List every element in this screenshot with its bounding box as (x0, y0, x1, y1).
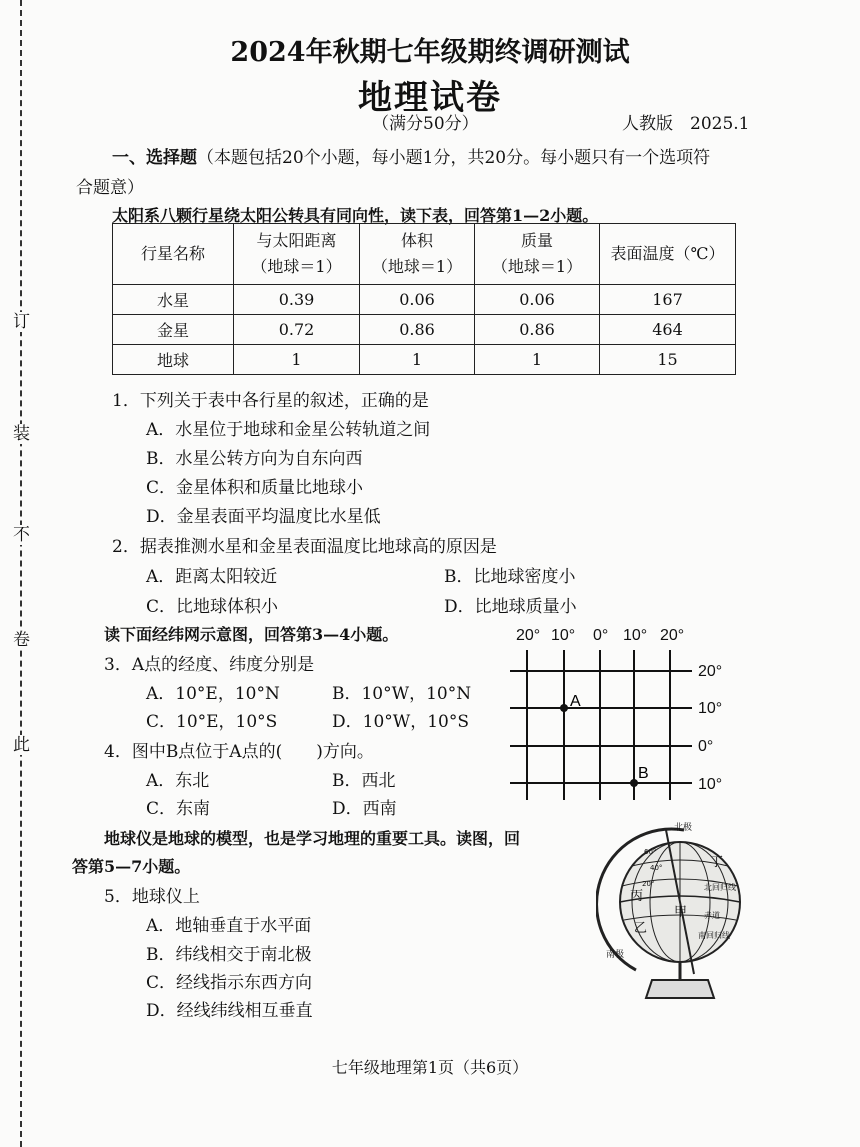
question-4-option-c[interactable]: C．东南 (146, 799, 211, 819)
table-header-cell: 与太阳距离 （地球＝1） (234, 224, 360, 285)
edition-date: 人教版 2025.1 (622, 114, 750, 134)
svg-text:南回归线: 南回归线 (698, 931, 730, 940)
question-4-option-d[interactable]: D．西南 (332, 799, 397, 819)
full-score: （满分50分） (372, 114, 479, 134)
margin-char: 不 (13, 525, 30, 545)
section-heading: 一、选择题 (112, 148, 197, 168)
grid-intro: 读下面经纬网示意图，回答第3—4小题。 (104, 625, 399, 644)
question-5-option-b[interactable]: B．纬线相交于南北极 (146, 945, 312, 965)
svg-text:60°: 60° (644, 848, 657, 856)
table-header-cell: 表面温度（℃） (600, 224, 736, 285)
question-5-option-c[interactable]: C．经线指示东西方向 (146, 973, 313, 993)
question-5-stem: 5．地球仪上 (104, 887, 200, 907)
globe-intro: 地球仪是地球的模型，也是学习地理的重要工具。读图，回 (104, 829, 521, 848)
section-description: （本题包括20个小题，每小题1分，共20分。每小题只有一个选项符 (197, 148, 711, 168)
question-3-option-d[interactable]: D．10°W，10°S (332, 712, 470, 732)
globe-intro-cont: 答第5—7小题。 (72, 857, 191, 876)
question-3-stem: 3．A点的经度、纬度分别是 (104, 655, 315, 675)
table-row (113, 345, 736, 375)
table-header-cell: 质量 （地球＝1） (475, 224, 600, 285)
question-4-stem: 4．图中B点位于A点的( )方向。 (104, 742, 374, 762)
table-cell: 水星 (113, 285, 234, 315)
lon-label: 10° (551, 627, 576, 644)
question-2-option-d[interactable]: D．比地球质量小 (444, 597, 577, 617)
table-cell: 1 (475, 345, 600, 375)
table-cell: 15 (600, 345, 736, 375)
table-cell: 464 (600, 315, 736, 345)
svg-text:南极: 南极 (606, 950, 625, 960)
svg-text:乙: 乙 (634, 921, 648, 936)
question-5-option-d[interactable]: D．经线纬线相互垂直 (146, 1001, 313, 1021)
question-2-option-a[interactable]: A．距离太阳较近 (146, 567, 278, 587)
question-5-option-a[interactable]: A．地轴垂直于水平面 (146, 916, 312, 936)
exam-title: 2024年秋期七年级期终调研测试 (230, 37, 630, 68)
table-row (113, 285, 736, 315)
table-cell: 0.86 (475, 315, 600, 345)
question-3-option-b[interactable]: B．10°W，10°N (332, 684, 472, 704)
question-1-option-c[interactable]: C．金星体积和质量比地球小 (146, 478, 364, 498)
globe-figure (596, 820, 762, 1010)
svg-text:丁: 丁 (710, 855, 724, 870)
margin-char: 卷 (13, 630, 30, 650)
svg-text:北回归线: 北回归线 (704, 883, 736, 892)
planet-table (112, 223, 736, 375)
lon-label: 20° (516, 627, 541, 644)
lat-label: 0° (698, 738, 714, 755)
point-a-marker (560, 704, 568, 712)
table-cell: 1 (234, 345, 360, 375)
question-2-option-b[interactable]: B．比地球密度小 (444, 567, 576, 587)
table-cell: 0.06 (360, 285, 475, 315)
margin-char: 订 (13, 312, 30, 332)
table-header-row (113, 224, 736, 285)
question-1-option-d[interactable]: D．金星表面平均温度比水星低 (146, 507, 381, 527)
question-3-option-c[interactable]: C．10°E，10°S (146, 712, 278, 732)
page-footer: 七年级地理第1页（共6页） (331, 1058, 529, 1077)
table-cell: 167 (600, 285, 736, 315)
question-1-stem: 1．下列关于表中各行星的叙述，正确的是 (112, 391, 429, 411)
table-header-cell: 体积 （地球＝1） (360, 224, 475, 285)
question-4-option-a[interactable]: A．东北 (146, 771, 210, 791)
svg-text:赤道: 赤道 (704, 911, 720, 920)
table-cell: 地球 (113, 345, 234, 375)
svg-text:甲: 甲 (674, 905, 688, 920)
margin-char: 装 (13, 424, 30, 444)
table-cell: 0.72 (234, 315, 360, 345)
table-header-cell: 行星名称 (113, 224, 234, 285)
globe-stand (646, 980, 714, 998)
question-3-option-a[interactable]: A．10°E，10°N (146, 684, 280, 704)
lat-lon-grid-figure (500, 620, 740, 805)
lat-label: 20° (698, 663, 723, 680)
svg-text:20°: 20° (642, 880, 655, 888)
exam-subtitle: 地理试卷 (358, 78, 502, 118)
lon-label: 0° (593, 627, 609, 644)
section-description-cont: 合题意） (76, 178, 144, 198)
table-cell: 0.39 (234, 285, 360, 315)
lat-label: 10° (698, 700, 723, 717)
question-1-option-a[interactable]: A．水星位于地球和金星公转轨道之间 (146, 420, 431, 440)
table-row (113, 315, 736, 345)
svg-text:丙: 丙 (630, 889, 644, 904)
binding-line (20, 0, 22, 1147)
question-2-stem: 2．据表推测水星和金星表面温度比地球高的原因是 (112, 537, 497, 557)
lon-label: 10° (623, 627, 648, 644)
question-4-option-b[interactable]: B．西北 (332, 771, 396, 791)
point-a-label: A (570, 693, 581, 710)
table-intro: 太阳系八颗行星绕太阳公转具有同向性，读下表，回答第1—2小题。 (112, 206, 599, 225)
table-cell: 金星 (113, 315, 234, 345)
point-b-marker (630, 779, 638, 787)
lat-label: 10° (698, 776, 723, 793)
table-cell: 1 (360, 345, 475, 375)
table-cell: 0.06 (475, 285, 600, 315)
margin-char: 此 (13, 735, 30, 755)
point-b-label: B (638, 765, 649, 782)
svg-text:40°: 40° (650, 864, 663, 872)
question-2-option-c[interactable]: C．比地球体积小 (146, 597, 279, 617)
table-cell: 0.86 (360, 315, 475, 345)
lon-label: 20° (660, 627, 685, 644)
svg-text:北极: 北极 (674, 823, 693, 833)
question-1-option-b[interactable]: B．水星公转方向为自东向西 (146, 449, 363, 469)
